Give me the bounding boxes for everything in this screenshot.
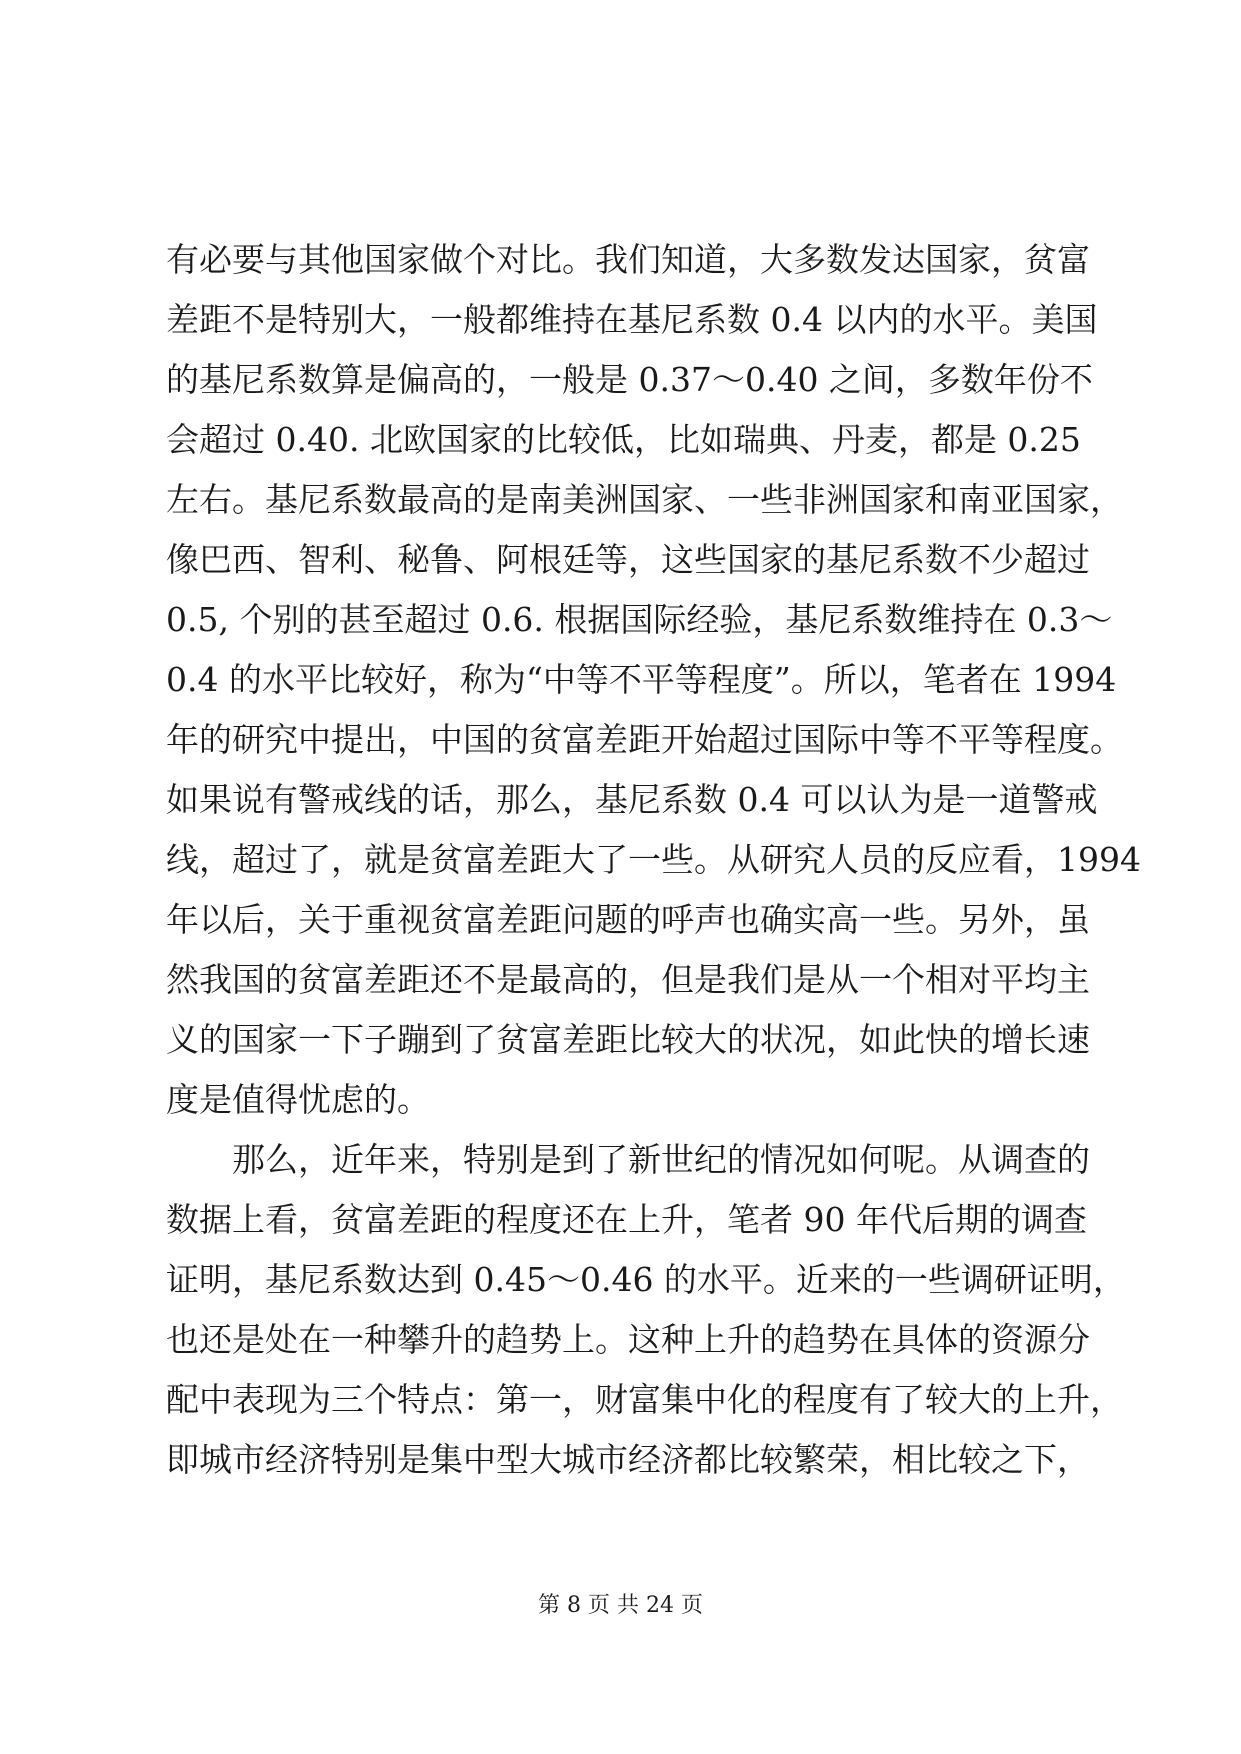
text-line: 配中表现为三个特点：第一，财富集中化的程度有了较大的上升， xyxy=(166,1380,1123,1419)
text-line: 像巴西、智利、秘鲁、阿根廷等，这些国家的基尼系数不少超过 xyxy=(166,540,1090,579)
text-line: 即城市经济特别是集中型大城市经济都比较繁荣，相比较之下， xyxy=(166,1440,1090,1479)
text-line: 也还是处在一种攀升的趋势上。这种上升的趋势在具体的资源分 xyxy=(166,1320,1090,1359)
text-line: 0.4 的水平比较好，称为“中等不平等程度”。所以，笔者在 1994 xyxy=(166,660,1117,699)
text-line: 年的研究中提出，中国的贫富差距开始超过国际中等不平等程度。 xyxy=(166,720,1123,759)
text-line: 差距不是特别大，一般都维持在基尼系数 0.4 以内的水平。美国 xyxy=(166,300,1098,339)
text-line: 左右。基尼系数最高的是南美洲国家、一些非洲国家和南亚国家， xyxy=(166,480,1123,519)
text-line: 那么，近年来，特别是到了新世纪的情况如何呢。从调查的 xyxy=(232,1140,1090,1179)
text-line: 然我国的贫富差距还不是最高的，但是我们是从一个相对平均主 xyxy=(166,960,1090,999)
text-line: 会超过 0.40. 北欧国家的比较低，比如瑞典、丹麦，都是 0.25 xyxy=(166,420,1081,459)
text-line: 证明，基尼系数达到 0.45～0.46 的水平。近来的一些调研证明， xyxy=(166,1260,1126,1299)
text-line: 线，超过了，就是贫富差距大了一些。从研究人员的反应看，1994 xyxy=(166,840,1141,879)
text-line: 有必要与其他国家做个对比。我们知道，大多数发达国家，贫富 xyxy=(166,240,1090,279)
paragraph-1 xyxy=(166,230,1141,1130)
text-line: 义的国家一下子蹦到了贫富差距比较大的状况，如此快的增长速 xyxy=(166,1020,1090,1059)
paragraph-2 xyxy=(166,1130,1126,1490)
text-line: 0.5, 个别的甚至超过 0.6. 根据国际经验，基尼系数维持在 0.3～ xyxy=(166,600,1113,639)
text-line: 的基尼系数算是偏高的，一般是 0.37～0.40 之间，多数年份不 xyxy=(166,360,1093,399)
page-footer xyxy=(0,1588,1241,1619)
page-number-label: 第 8 页 共 24 页 xyxy=(538,1593,703,1618)
text-line: 数据上看，贫富差距的程度还在上升，笔者 90 年代后期的调查 xyxy=(166,1200,1087,1239)
document-body xyxy=(166,230,1141,1490)
text-line: 如果说有警戒线的话，那么，基尼系数 0.4 可以认为是一道警戒 xyxy=(166,780,1098,819)
text-line: 年以后，关于重视贫富差距问题的呼声也确实高一些。另外，虽 xyxy=(166,900,1090,939)
text-line: 度是值得忧虑的。 xyxy=(166,1080,430,1119)
